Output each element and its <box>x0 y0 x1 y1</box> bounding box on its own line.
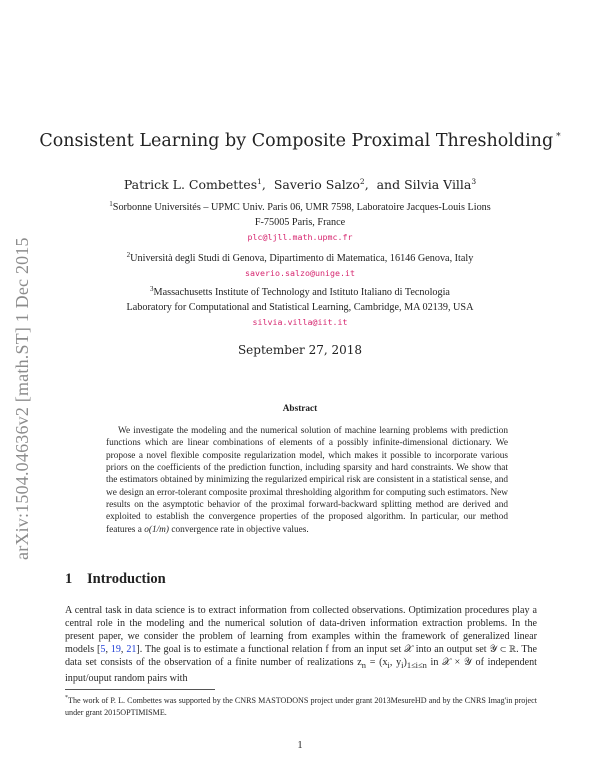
paper-date: September 27, 2018 <box>237 343 363 357</box>
affil-line: Massachusetts Institute of Technology and Istituto Italiano di Tecnologia <box>153 287 450 298</box>
math-subscript: 1≤i≤n <box>406 660 427 670</box>
author-name: Saverio Salzo <box>273 177 360 192</box>
intro-paragraph <box>65 605 537 685</box>
abstract-text-part: convergence rate in objective values. <box>169 524 309 535</box>
footnote-mark: * <box>65 695 68 701</box>
intro-text: ]. The goal is to estimate a functional relation f from an input set 𝒳 into an output set 𝒴 ⊂ ℝ. The data set consists of the observation of a finite number of realizations z <box>65 643 538 668</box>
section-title: Introduction <box>87 571 166 587</box>
affil-mark: 3 <box>150 285 154 293</box>
email-link[interactable]: silvia.villa@iit.it <box>252 317 348 327</box>
author-affil-mark: 2 <box>359 177 365 186</box>
math-subscript: i <box>387 660 390 670</box>
affiliation-2 <box>0 248 600 281</box>
math-subscript: n <box>361 660 366 670</box>
page-number: 1 <box>297 740 303 751</box>
affil-line: Laboratory for Computational and Statistical Learning, Cambridge, MA 02139, USA <box>126 302 474 313</box>
author-affil-mark: 3 <box>471 177 477 186</box>
footnote <box>65 693 537 718</box>
footnote-divider <box>65 689 215 690</box>
intro-text: ) <box>403 656 407 668</box>
title-footnote-mark: * <box>556 132 561 142</box>
abstract-text-part: We investigate the modeling and the numerical solution of machine learning problems with prediction functions which are linear combinations of elements of a possibly infinite-dimensional dictionary. We propose a novel flexible composite regularization model, which makes it possible to incorporate various priors on the coefficients of the prediction function, including sparsity and hard constraints. We show that the estimators obtained by minimizing the regularized empirical risk are consistent in a statistical sense, and we design an error-tolerant composite proximal thresholding algorithm for computing such estimators. New results on the asymptotic behavior of the proximal forward-backward splitting method are derived and exploited to establish the convergence properties of the proposed algorithm. In particular, our method features a <box>106 426 508 535</box>
paper-title <box>0 131 600 151</box>
email-link[interactable]: saverio.salzo@unige.it <box>245 268 355 278</box>
author-name: Patrick L. Combettes <box>123 177 258 192</box>
affil-line: F-75005 Paris, France <box>254 217 346 228</box>
abstract-text <box>106 425 508 536</box>
section-number: 1 <box>65 571 73 587</box>
author-name: and Silvia Villa <box>376 177 472 192</box>
math-subscript: i <box>401 660 404 670</box>
intro-text: A central task in data science is to extract information from collected observations. Optimization procedures play a central role in the modeling and the numerical solution of data-driven information extraction problems. In the present paper, we consider the problem of learning from examples within the framework of generalized linear models [ <box>65 605 537 655</box>
abstract-heading: Abstract <box>282 404 318 414</box>
affil-line: Sorbonne Universités – UPMC Univ. Paris 06, UMR 7598, Laboratoire Jacques-Louis Lions <box>112 202 491 213</box>
arxiv-identifier-stamp: arXiv:1504.04636v2 [math.ST] 1 Dec 2015 <box>12 237 32 560</box>
citation-link[interactable]: 19 <box>110 643 121 655</box>
intro-text: , <box>120 643 127 655</box>
affil-mark: 2 <box>126 251 131 259</box>
paper-title-text: Consistent Learning by Composite Proximal Thresholding <box>39 131 554 151</box>
intro-text: , <box>105 643 111 655</box>
affil-mark: 1 <box>109 200 113 208</box>
intro-text: in 𝒳 × 𝒴 of independent input/ouput random pairs with <box>65 656 537 684</box>
affiliation-1 <box>0 197 600 245</box>
author-affil-mark: 1 <box>257 177 262 186</box>
intro-text: = (x <box>365 656 388 668</box>
affiliation-3 <box>0 282 600 330</box>
email-link[interactable]: plc@ljll.math.upmc.fr <box>247 232 353 242</box>
author-list: Patrick L. Combettes$^1$, Saverio Salzo$^2$, and Silvia Villa$^3$ <box>123 177 477 192</box>
citation-link[interactable]: 21 <box>126 643 137 655</box>
intro-text: , y <box>389 656 402 668</box>
affil-line: Università degli Studi di Genova, Dipartimento di Matematica, 16146 Genova, Italy <box>130 253 474 264</box>
convergence-rate: o(1/m) <box>144 524 169 535</box>
footnote-text: The work of P. L. Combettes was supported by the CNRS MASTODONS project under grant 2013MesureHD and by the CNRS Imag'in project under grant 2015OPTIMISME. <box>65 696 537 717</box>
citation-link[interactable]: 5 <box>100 643 106 655</box>
section-heading <box>65 571 166 588</box>
